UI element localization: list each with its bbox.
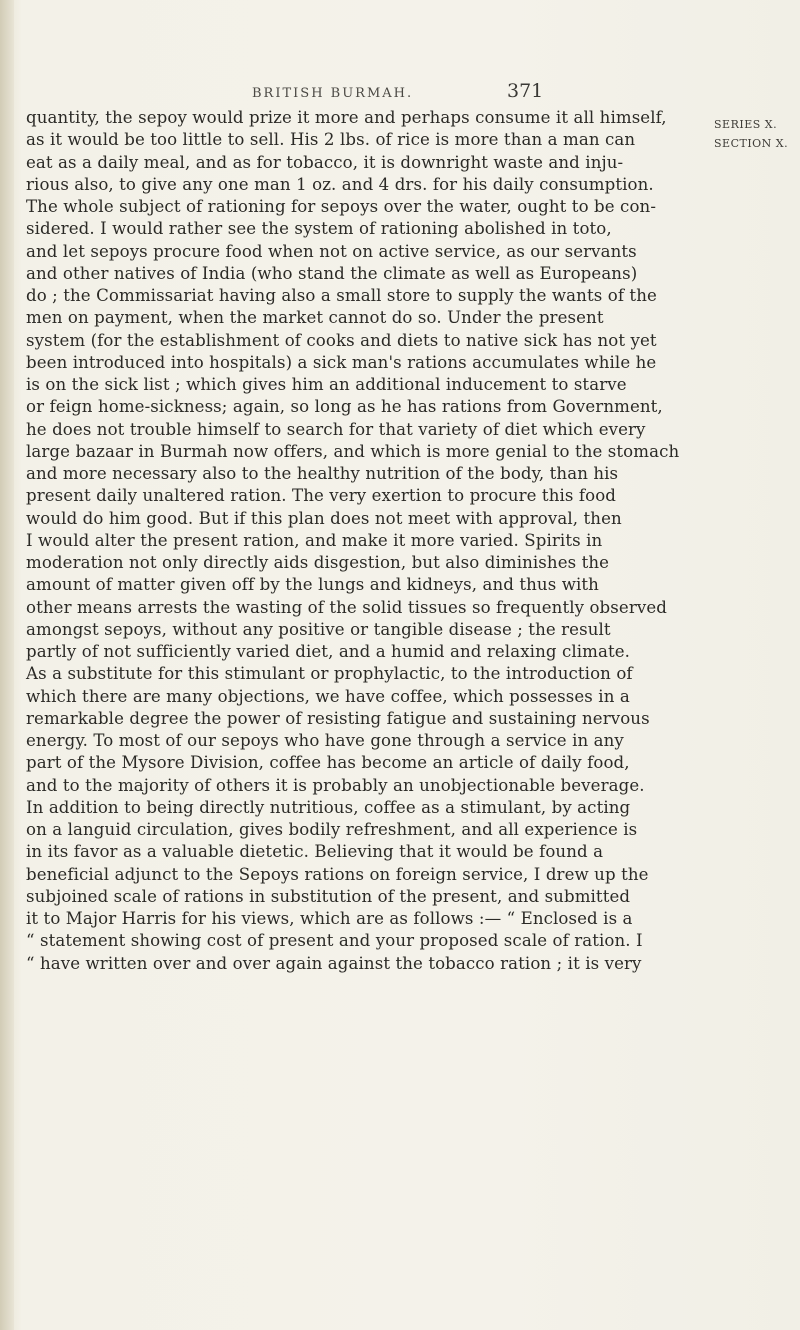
text-line: and more necessary also to the healthy nutrition of the body, than his xyxy=(26,464,619,483)
text-line: As a substitute for this stimulant or prophylactic, to the introduction of xyxy=(26,664,633,684)
text-line: other means arrests the wasting of the solid tissues so frequently observed xyxy=(26,597,667,617)
text-line: which there are many objections, we have coffee, which possesses in a xyxy=(26,686,630,706)
page-header xyxy=(0,80,800,104)
text-line: men on payment, when the market cannot do so. Under the present xyxy=(26,308,604,328)
text-line: in its favor as a valuable dietetic. Believing that it would be found a xyxy=(26,842,604,862)
text-line: and let sepoys procure food when not on active service, as our servants xyxy=(26,241,637,261)
text-line: partly of not sufficiently varied diet, and a humid and relaxing climate. xyxy=(26,642,631,661)
text-line: “ statement showing cost of present and your proposed scale of ration. I xyxy=(26,931,643,951)
page-number: 371 xyxy=(507,80,544,102)
text-line: amount of matter given off by the lungs and kidneys, and thus with xyxy=(26,575,599,595)
text-line: or feign home-sickness; again, so long as he has rations from Government, xyxy=(26,397,663,417)
text-line: moderation not only directly aids disgestion, but also diminishes the xyxy=(26,553,610,572)
text-line: do ; the Commissariat having also a small store to supply the wants of the xyxy=(26,286,657,305)
text-line: present daily unaltered ration. The very exertion to procure this food xyxy=(26,486,617,506)
text-line: been introduced into hospitals) a sick man's rations accumulates while he xyxy=(26,352,657,372)
text-line: is on the sick list ; which gives him an additional inducement to starve xyxy=(26,375,627,394)
margin-note-section: SECTION X. xyxy=(714,137,789,150)
text-line: would do him good. But if this plan does not meet with approval, then xyxy=(26,508,622,528)
margin-note-series: SERIES X. xyxy=(714,118,778,131)
text-line: In addition to being directly nutritious, coffee as a stimulant, by acting xyxy=(26,797,631,817)
text-line: The whole subject of rationing for sepoys over the water, ought to be con- xyxy=(26,197,657,216)
text-line: rious also, to give any one man 1 oz. and 4 drs. for his daily consumption. xyxy=(26,174,654,194)
text-line: as it would be too little to sell. His 2 lbs. of rice is more than a man can xyxy=(26,130,636,150)
text-line: I would alter the present ration, and make it more varied. Spirits in xyxy=(26,530,603,550)
text-line: beneficial adjunct to the Sepoys rations on foreign service, I drew up the xyxy=(26,864,649,884)
text-line: it to Major Harris for his views, which are as follows :— “ Enclosed is a xyxy=(26,909,633,928)
text-line: on a languid circulation, gives bodily refreshment, and all experience is xyxy=(26,820,638,839)
text-line: he does not trouble himself to search for that variety of diet which every xyxy=(26,419,646,439)
page-gutter xyxy=(0,0,14,1330)
text-line: system (for the establishment of cooks and diets to native sick has not yet xyxy=(26,330,657,350)
body-text xyxy=(26,107,711,975)
text-line: and to the majority of others it is probably an unobjectionable beverage. xyxy=(26,775,645,795)
text-line: “ have written over and over again against the tobacco ration ; it is very xyxy=(26,953,642,973)
text-line: quantity, the sepoy would prize it more and perhaps consume it all himself, xyxy=(26,108,667,127)
running-head: BRITISH BURMAH. xyxy=(252,86,414,101)
text-line: part of the Mysore Division, coffee has become an article of daily food, xyxy=(26,753,630,773)
text-line: energy. To most of our sepoys who have gone through a service in any xyxy=(26,731,624,750)
text-line: eat as a daily meal, and as for tobacco, it is downright waste and inju- xyxy=(26,152,624,172)
text-line: large bazaar in Burmah now offers, and which is more genial to the stomach xyxy=(26,441,680,461)
text-line: remarkable degree the power of resisting fatigue and sustaining nervous xyxy=(26,708,650,728)
text-line: and other natives of India (who stand the climate as well as Europeans) xyxy=(26,263,638,283)
margin-note xyxy=(714,115,798,153)
text-line: sidered. I would rather see the system of rationing abolished in toto, xyxy=(26,219,612,239)
text-line: amongst sepoys, without any positive or tangible disease ; the result xyxy=(26,619,611,639)
text-line: subjoined scale of rations in substitution of the present, and submitted xyxy=(26,886,631,906)
